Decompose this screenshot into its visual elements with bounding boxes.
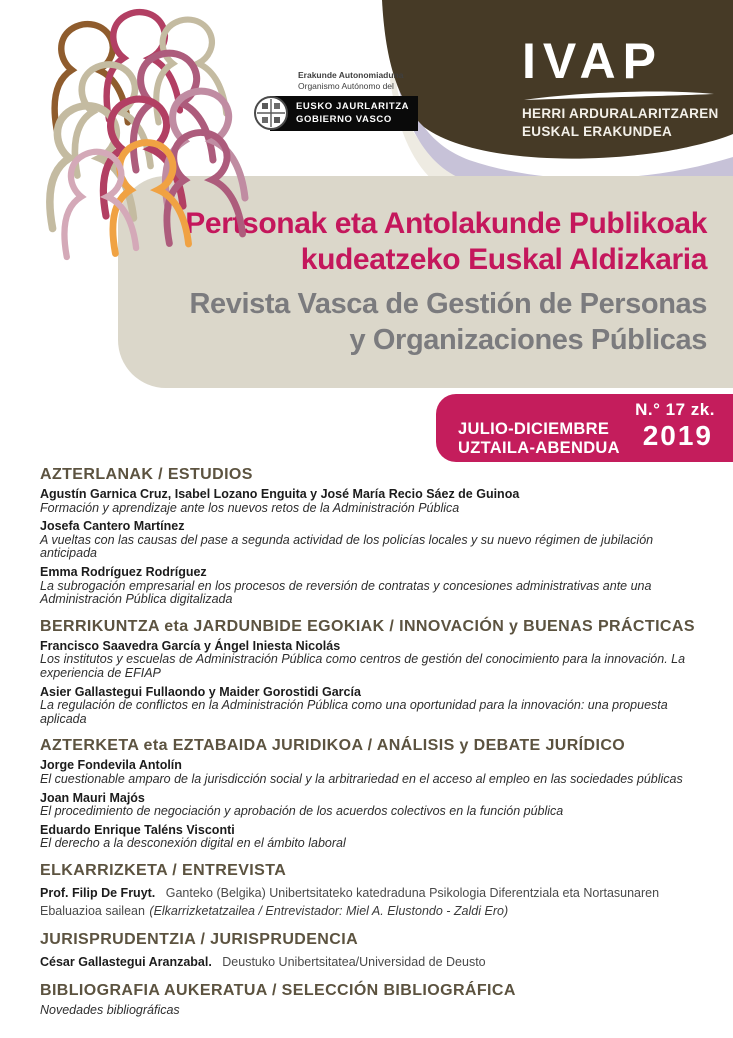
toc-entry [40, 640, 698, 681]
entry-authors: Joan Mauri Majós [40, 790, 145, 805]
entry-title: El cuestionable amparo de la jurisdicción social y la arbitrariedad en el acceso al empleo en las sociedades públicas [40, 771, 683, 786]
entry-authors: Agustín Garnica Cruz, Isabel Lozano Enguita y José María Recio Sáez de Guinoa [40, 487, 520, 501]
gov-banner-line1: EUSKO JAURLARITZA [296, 101, 410, 113]
entry-title: A vueltas con las causas del pase a segunda actividad de los policías locales y su nuevo régimen de jubilación anticipada [40, 532, 654, 561]
ivap-wordmark: IVAP [522, 33, 663, 89]
entry-title: La regulación de conflictos en la Administración Pública como una oportunidad para la innovación: una propuesta aplicada [40, 698, 668, 726]
entry-title: Formación y aprendizaje ante los nuevos retos de la Administración Pública [40, 500, 460, 515]
toc-entry [40, 953, 698, 971]
gov-coat-of-arms-icon [253, 95, 289, 131]
entry-authors: Prof. Filip De Fruyt. [40, 885, 156, 900]
issue-period-line2: UZTAILA-ABENDUA [458, 439, 620, 457]
ivap-underline-swoosh-icon [524, 89, 716, 101]
toc-entry [40, 792, 698, 819]
section-header: BERRIKUNTZA eta JARDUNBIDE EGOKIAK / INNOVACIÓN y BUENAS PRÁCTICAS [40, 617, 695, 635]
toc-entry [40, 566, 698, 607]
basque-government-logo [240, 70, 420, 131]
title-band [118, 176, 733, 388]
entry-authors: Josefa Cantero Martínez [40, 519, 185, 534]
ivap-org-line2: EUSKAL ERAKUNDEA [522, 123, 673, 139]
issue-period-line1: JULIO-DICIEMBRE [458, 420, 610, 438]
entry-title: El derecho a la desconexión digital en el ámbito laboral [40, 836, 346, 851]
entry-title: Los institutos y escuelas de Administración Pública como centros de gestión del conocimiento para la innovación. La experiencia de EFIAP [40, 652, 686, 680]
toc-entry [40, 759, 698, 786]
entry-authors: Francisco Saavedra García y Ángel Iniesta Nicolás [40, 638, 341, 653]
issue-badge [436, 394, 733, 462]
entry-title: La subrogación empresarial en los procesos de reversión de contratas y concesiones administrativas ante una Administración Pública digitalizada [40, 578, 652, 607]
toc-section-berrikuntza [40, 618, 698, 727]
entry-authors: Asier Gallastegui Fullaondo y Maider Gorostidi García [40, 684, 361, 699]
issue-year: 2019 [642, 420, 713, 451]
ivap-org-line1: HERRI ARDURALARITZAREN [522, 106, 719, 121]
ivap-logo [522, 33, 719, 141]
toc-entry [40, 488, 698, 515]
section-header: JURISPRUDENTZIA / JURISPRUDENCIA [40, 930, 359, 948]
entry-note: (Elkarrizketatzailea / Entrevistador: Miel A. Elustondo - Zaldi Ero) [149, 903, 509, 918]
journal-title-eu-line1: Pertsonak eta Antolakunde Publikoak [185, 207, 707, 240]
issue-number: N.° 17 zk. [635, 400, 715, 419]
entry-affiliation: Ganteko (Belgika) Unibertsitateko katedraduna Psikologia Diferentziala eta Nortasunaren Ebaluazioa sailean [40, 885, 660, 918]
section-header: AZTERLANAK / ESTUDIOS [40, 466, 253, 483]
toc-section-azterlanak [40, 466, 698, 607]
table-of-contents [40, 466, 698, 1028]
entry-authors: Eduardo Enrique Taléns Visconti [40, 822, 235, 837]
gov-banner [270, 96, 418, 131]
toc-section-jurisprudentzia [40, 931, 698, 971]
toc-entry [40, 1004, 698, 1018]
entry-affiliation: Deustuko Unibertsitatea/Universidad de Deusto [222, 954, 486, 969]
gov-banner-line2: GOBIERNO VASCO [296, 114, 392, 126]
journal-title-eu-line2: kudeatzeko Euskal Aldizkaria [300, 243, 707, 276]
gov-small-line2: Organismo Autónomo del [298, 81, 394, 92]
entry-title: El procedimiento de negociación y aprobación de los acuerdos colectivos en la función pública [40, 804, 564, 819]
gov-small-line1: Erakunde Autonomiaduna [298, 70, 404, 80]
toc-entry [40, 824, 698, 851]
section-header: BIBLIOGRAFIA AUKERATUA / SELECCIÓN BIBLIOGRÁFICA [40, 981, 516, 999]
entry-authors: César Gallastegui Aranzabal. [40, 954, 212, 969]
toc-entry [40, 686, 698, 727]
section-header: ELKARRIZKETA / ENTREVISTA [40, 861, 287, 879]
entry-title: Novedades bibliográficas [40, 1002, 180, 1017]
toc-entry [40, 520, 698, 561]
toc-section-elkarrizketa [40, 862, 698, 920]
toc-section-azterketa [40, 737, 698, 851]
section-header: AZTERKETA eta EZTABAIDA JURIDIKOA / ANÁLISIS y DEBATE JURÍDICO [40, 737, 626, 755]
entry-authors: Jorge Fondevila Antolín [40, 758, 182, 773]
journal-title-es-line1: Revista Vasca de Gestión de Personas [189, 288, 707, 320]
toc-section-bibliografia [40, 982, 698, 1018]
entry-authors: Emma Rodríguez Rodríguez [40, 564, 207, 579]
journal-title-es-line2: y Organizaciones Públicas [349, 324, 707, 356]
toc-entry [40, 884, 698, 920]
